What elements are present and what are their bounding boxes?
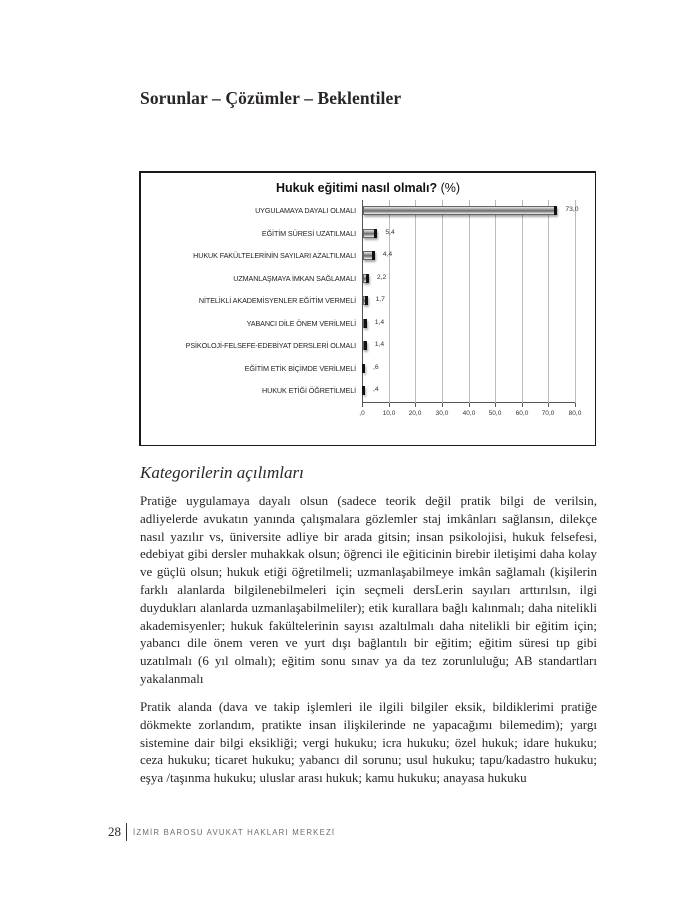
paragraph-1: Pratiğe uygulamaya dayalı olsun (sadece teorik değil pratik bilgi de verilsin, adliyelerde avukatın yanında çalışmalara gözlemler staj imkânları sağlansın, dilekçe nasıl yazılır vs, üniversite adliye bir arada gitsin; insan psikolojisi, hukuk felsefesi, edebiyat gibi dersler muhakkak olsun; öğrenci ile eğiticinin birebir iletişimi daha kolay ve güçlü olsun; hukuk etiği öğretilmeli; uzmanlaşabilmeye imkân sağlamalı (kişilerin farklı alanlarda bilgilenebilmeleri için seçmeli dersLerin sayıları arttırılsın, ilgi duydukları alanlarda uzmanlaşabilmeliler); etik kurallara bağlı kalınmalı; daha nitelikli akademisyenler; hukuk fakültelerinin sayısı azaltılmalı daha nitelikli bir eğitim için; yabancı dile önem veren ve yurt dışı bağlantılı bir eğitim; eğitim süresi tıp gibi uzatılmalı (6 yıl olmalı); eğitim sonu sınav ya da tez zorunluluğu; AB standartları yakalanmalı bbox=[140, 493, 597, 686]
value-label: 2,2 bbox=[376, 274, 387, 281]
value-label: ,6 bbox=[373, 364, 379, 371]
x-tick-label: 80,0 bbox=[568, 410, 582, 417]
x-tick bbox=[575, 403, 576, 407]
chart-row bbox=[246, 313, 575, 335]
x-tick-label: 20,0 bbox=[408, 410, 422, 417]
value-label: 1,4 bbox=[374, 319, 385, 326]
bar bbox=[363, 341, 367, 350]
bar-chart bbox=[139, 171, 596, 446]
x-tick bbox=[362, 403, 363, 407]
chart-row bbox=[244, 358, 575, 380]
plot-area bbox=[185, 200, 582, 417]
bar bbox=[363, 229, 377, 238]
category-label: NİTELİKLİ AKADEMİSYENLER EĞİTİM VERMELİ bbox=[198, 296, 356, 305]
chart-title bbox=[141, 181, 595, 195]
value-label: 1,7 bbox=[375, 296, 385, 303]
bar bbox=[363, 364, 365, 373]
x-tick-label: 10,0 bbox=[382, 410, 396, 417]
x-tick bbox=[522, 403, 523, 407]
x-tick-label: 60,0 bbox=[515, 410, 529, 417]
value-label: 1,4 bbox=[374, 341, 385, 348]
category-label: YABANCI DİLE ÖNEM VERİLMELİ bbox=[246, 319, 356, 328]
paragraph-2: Pratik alanda (dava ve takip işlemleri ile ilgili bilgiler eksik, bildiklerimi pratiğe dökmekte zorlandım, pratikte insan ilişkilerinde ne yapacağımı bilemedim); yargı sistemine dair bilgi eksikliği; vergi hukuku; icra hukuku; özel hukuk; idare hukuku; ceza hukuku; ticaret hukuku; yabancı dil sorunu; usul hukuku; tapu/kadastro hukuku; eşya /taşınma hukuku; uluslar arası hukuk; kamu hukuku; anayasa hukuku bbox=[140, 699, 597, 786]
bar bbox=[363, 386, 365, 395]
subheading: Kategorilerin açılımları bbox=[140, 463, 304, 482]
page-number: 28 bbox=[108, 824, 121, 839]
chart-row bbox=[193, 245, 575, 267]
bar bbox=[363, 251, 375, 260]
footer-divider bbox=[126, 823, 127, 841]
category-label: EĞİTİM ETİK BİÇİMDE VERİLMELİ bbox=[244, 364, 356, 373]
x-tick bbox=[495, 403, 496, 407]
bar bbox=[363, 319, 367, 328]
x-tick-label: ,0 bbox=[359, 410, 365, 417]
bar bbox=[363, 274, 369, 283]
x-tick bbox=[415, 403, 416, 407]
publisher-name: İZMİR BAROSU AVUKAT HAKLARI MERKEZİ bbox=[133, 827, 336, 837]
chart-row bbox=[185, 335, 575, 357]
x-tick bbox=[389, 403, 390, 407]
value-label: 5,4 bbox=[385, 229, 395, 236]
chart-row bbox=[261, 223, 575, 245]
category-label: UYGULAMAYA DAYALI OLMALI bbox=[255, 206, 356, 215]
x-tick bbox=[548, 403, 549, 407]
x-tick bbox=[469, 403, 470, 407]
category-label: HUKUK FAKÜLTELERİNİN SAYILARI AZALTILMALI bbox=[193, 251, 356, 260]
chart-title-unit: (%) bbox=[440, 181, 461, 195]
section-title: Sorunlar – Çözümler – Beklentiler bbox=[140, 88, 402, 108]
chart-row bbox=[262, 380, 575, 402]
chart-row bbox=[233, 268, 575, 290]
x-tick-label: 70,0 bbox=[541, 410, 555, 417]
gridline bbox=[575, 200, 576, 403]
category-label: PSİKOLOJİ-FELSEFE-EDEBİYAT DERSLERİ OLMALI bbox=[185, 341, 356, 350]
page-footer bbox=[108, 823, 335, 841]
x-tick bbox=[442, 403, 443, 407]
x-tick-label: 40,0 bbox=[462, 410, 476, 417]
chart-row bbox=[198, 290, 575, 312]
chart-row bbox=[255, 200, 579, 222]
value-label: 73,0 bbox=[565, 206, 579, 213]
bar bbox=[363, 206, 557, 215]
chart-title-text: Hukuk eğitimi nasıl olmalı? bbox=[275, 181, 438, 195]
x-tick-label: 50,0 bbox=[488, 410, 502, 417]
value-label: ,4 bbox=[373, 386, 379, 393]
category-label: HUKUK ETİĞİ ÖĞRETİLMELİ bbox=[262, 386, 356, 395]
value-label: 4,4 bbox=[382, 251, 393, 258]
bar bbox=[363, 296, 368, 305]
x-tick-label: 30,0 bbox=[435, 410, 449, 417]
category-label: EĞİTİM SÜRESİ UZATILMALI bbox=[261, 229, 356, 238]
category-label: UZMANLAŞMAYA İMKAN SAĞLAMALI bbox=[233, 274, 356, 283]
